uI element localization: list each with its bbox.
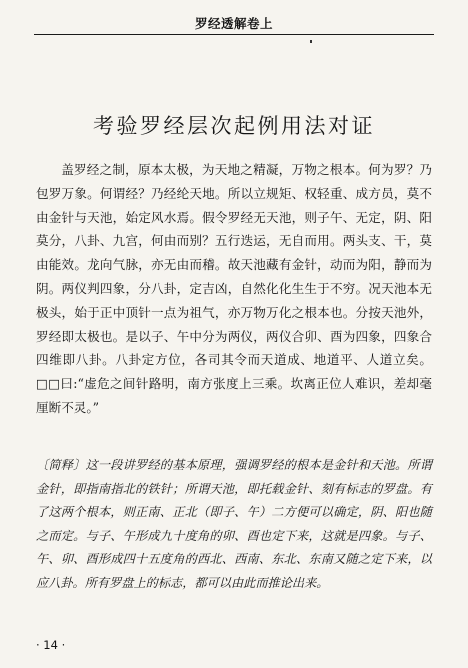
commentary-paragraph: 〔简释〕这一段讲罗经的基本原理，强调罗经的根本是金针和天池。所谓金针，即指南指北的铁针；所谓天池，即托载金针、刻有标志的罗盘。有了这两个根本，则正南、正北（即子、午）二方便可以确定，阴、阳也随之而定。与子、午形成九十度角的卯、酉也定下来，这就是四象。与子、午、卯、酉形成四十五度角的西北、西南、东北、东南又随之定下来，以应八卦。所有罗盘上的标志，都可以由此而推论出来。 [36,458,432,590]
page-number: · 14 · [36,638,66,652]
print-speck [310,40,312,43]
main-paragraph: 盖罗经之制，原本太极，为天地之精凝，万物之根本。何为罗？乃包罗万象。何谓经？乃经纶天地。所以立规矩、权轻重、成方员，莫不由金针与天池，始定风水焉。假令罗经无天池，则子午、无定，阴、阳莫分，八卦、九宫，何由而别？五行迭运，无自而用。两头支、干，莫由能效。龙向气脉，亦无由而稽。故天池藏有金针，动而为阳，静而为阴。两仪判四象，分八卦，定吉凶，自然化化生生于不穷。况天池本无极头，始于正中顶针一点为祖气，亦万物万化之根本也。分按天池外，罗经即太极也。是以子、午中分为两仪，两仪合卯、酉为四象，四象合四维即八卦。八卦定方位，各司其令而天道成、地道平、人道立矣。□□曰:“虚危之间针路明，南方张度上三乘。坎离正位人难识，差却毫厘断不灵。” [36,162,432,415]
section-title: 考验罗经层次起例用法对证 [93,114,375,139]
running-head: 罗经透解卷上 [194,16,273,31]
header-rule [34,34,434,35]
